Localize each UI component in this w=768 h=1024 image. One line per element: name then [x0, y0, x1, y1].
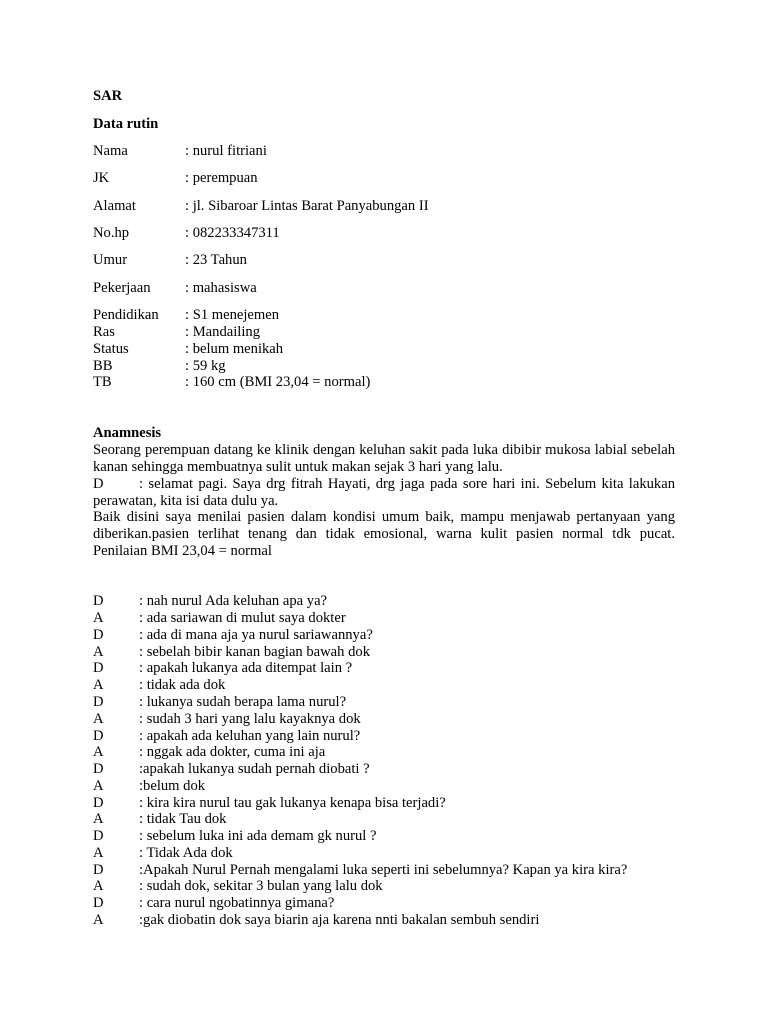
dialogue-text: : lukanya sudah berapa lama nurul? [139, 694, 347, 710]
dialogue-speaker: A [93, 644, 104, 660]
field-value: : 082233347311 [185, 225, 280, 241]
dialogue-speaker: D [93, 728, 104, 744]
dialogue-speaker: A [93, 912, 104, 928]
dialogue-line [93, 895, 675, 912]
field-ras [93, 324, 675, 341]
field-tb [93, 374, 675, 391]
dialogue-text: : sebelum luka ini ada demam gk nurul ? [139, 828, 377, 844]
greeting-text: : selamat pagi. Saya drg fitrah Hayati, drg jaga pada sore hari ini. Sebelum kita lakukan perawatan, kita isi data dulu ya. [93, 476, 675, 509]
dialogue-speaker: D [93, 828, 104, 844]
field-label: Umur [93, 252, 128, 268]
field-label: Ras [93, 324, 115, 340]
dialogue-line [93, 694, 675, 711]
field-value: : belum menikah [185, 341, 284, 357]
field-label: JK [93, 170, 110, 186]
dialogue-line [93, 811, 675, 828]
field-label: TB [93, 374, 112, 390]
dialogue-speaker: D [93, 795, 104, 811]
assessment-paragraph: Baik disini saya menilai pasien dalam kondisi umum baik, mampu menjawab pertanyaan yang diberikan.pasien terlihat tenang dan tidak emosional, warna kulit pasien normal tdk pucat. Penilaian BMI 23,04 = normal [93, 509, 675, 559]
dialogue-speaker: A [93, 677, 104, 693]
data-rutin-heading: Data rutin [93, 116, 159, 132]
greeting-speaker: D [93, 476, 104, 492]
field-label: Nama [93, 143, 128, 159]
dialogue-text: : sudah 3 hari yang lalu kayaknya dok [139, 711, 361, 727]
dialogue-line [93, 711, 675, 728]
dialogue-line [93, 744, 675, 761]
dialogue-text: : sebelah bibir kanan bagian bawah dok [139, 644, 370, 660]
field-label: No.hp [93, 225, 130, 241]
field-value: : 59 kg [185, 358, 226, 374]
field-value: : S1 menejemen [185, 307, 280, 323]
field-label: Pendidikan [93, 307, 159, 323]
field-value: : jl. Sibaroar Lintas Barat Panyabungan II [185, 198, 429, 214]
dialogue-text: : ada sariawan di mulut saya dokter [139, 610, 346, 626]
field-label: Alamat [93, 198, 136, 214]
dialogue-text: :apakah lukanya sudah pernah diobati ? [139, 761, 370, 777]
dialogue-text: : apakah lukanya ada ditempat lain ? [139, 660, 353, 676]
field-value: : 160 cm (BMI 23,04 = normal) [185, 374, 371, 390]
dialogue-speaker: D [93, 895, 104, 911]
dialogue-line [93, 627, 675, 644]
dialogue-line [93, 593, 675, 610]
field-nama [93, 143, 675, 160]
dialogue-line [93, 761, 675, 778]
field-umur [93, 252, 675, 269]
dialogue-line [93, 878, 675, 895]
anamnesis-paragraph: Seorang perempuan datang ke klinik dengan keluhan sakit pada luka dibibir mukosa labial sebelah kanan sehingga membuatnya sulit untuk makan sejak 3 hari yang lalu. [93, 442, 675, 475]
field-jk [93, 170, 675, 187]
dialogue-text: : kira kira nurul tau gak lukanya kenapa bisa terjadi? [139, 795, 446, 811]
dialogue-line [93, 828, 675, 845]
dialogue-speaker: A [93, 878, 104, 894]
dialogue-text: : tidak Tau dok [139, 811, 227, 827]
field-label: BB [93, 358, 113, 374]
dialogue-text: : nggak ada dokter, cuma ini aja [139, 744, 326, 760]
dialogue-text: : cara nurul ngobatinnya gimana? [139, 895, 335, 911]
dialogue-line [93, 912, 675, 929]
dialogue-speaker: A [93, 811, 104, 827]
dialogue-speaker: D [93, 593, 104, 609]
field-label: Pekerjaan [93, 280, 151, 296]
dialogue-text: :Apakah Nurul Pernah mengalami luka seperti ini sebelumnya? Kapan ya kira kira? [139, 862, 628, 878]
dialogue-line [93, 644, 675, 661]
field-label: Status [93, 341, 129, 357]
dialogue-speaker: A [93, 778, 104, 794]
field-value: : Mandailing [185, 324, 260, 340]
anamnesis-heading: Anamnesis [93, 425, 162, 441]
dialogue-line [93, 795, 675, 812]
field-value: : mahasiswa [185, 280, 257, 296]
dialogue-text: : apakah ada keluhan yang lain nurul? [139, 728, 361, 744]
dialogue-speaker: D [93, 627, 104, 643]
dialogue-text: : nah nurul Ada keluhan apa ya? [139, 593, 328, 609]
dialogue-line [93, 677, 675, 694]
dialogue-speaker: D [93, 862, 104, 878]
field-value: : 23 Tahun [185, 252, 247, 268]
field-value: : perempuan [185, 170, 258, 186]
dialogue-speaker: A [93, 845, 104, 861]
dialogue-speaker: A [93, 711, 104, 727]
field-pekerjaan [93, 280, 675, 297]
dialogue-line [93, 862, 675, 879]
field-nohp [93, 225, 675, 242]
field-pendidikan [93, 307, 675, 324]
field-value: : nurul fitriani [185, 143, 267, 159]
dialogue-speaker: D [93, 660, 104, 676]
field-status [93, 341, 675, 358]
dialogue-text: :belum dok [139, 778, 206, 794]
dialogue-text: : Tidak Ada dok [139, 845, 233, 861]
dialogue-speaker: A [93, 610, 104, 626]
dialogue-line [93, 610, 675, 627]
field-alamat [93, 198, 675, 215]
dialogue-speaker: A [93, 744, 104, 760]
dialogue-line [93, 728, 675, 745]
dialogue-text: : sudah dok, sekitar 3 bulan yang lalu dok [139, 878, 383, 894]
dialogue-text: :gak diobatin dok saya biarin aja karena nnti bakalan sembuh sendiri [139, 912, 540, 928]
dialogue-line [93, 660, 675, 677]
document-title: SAR [93, 88, 123, 104]
dialogue-speaker: D [93, 761, 104, 777]
document-page [93, 0, 675, 1024]
dialogue-line [93, 778, 675, 795]
dialogue-text: : tidak ada dok [139, 677, 226, 693]
dialogue-speaker: D [93, 694, 104, 710]
dialogue-line [93, 845, 675, 862]
field-bb [93, 358, 675, 375]
dialogue-text: : ada di mana aja ya nurul sariawannya? [139, 627, 373, 643]
doctor-greeting-paragraph [93, 476, 675, 510]
